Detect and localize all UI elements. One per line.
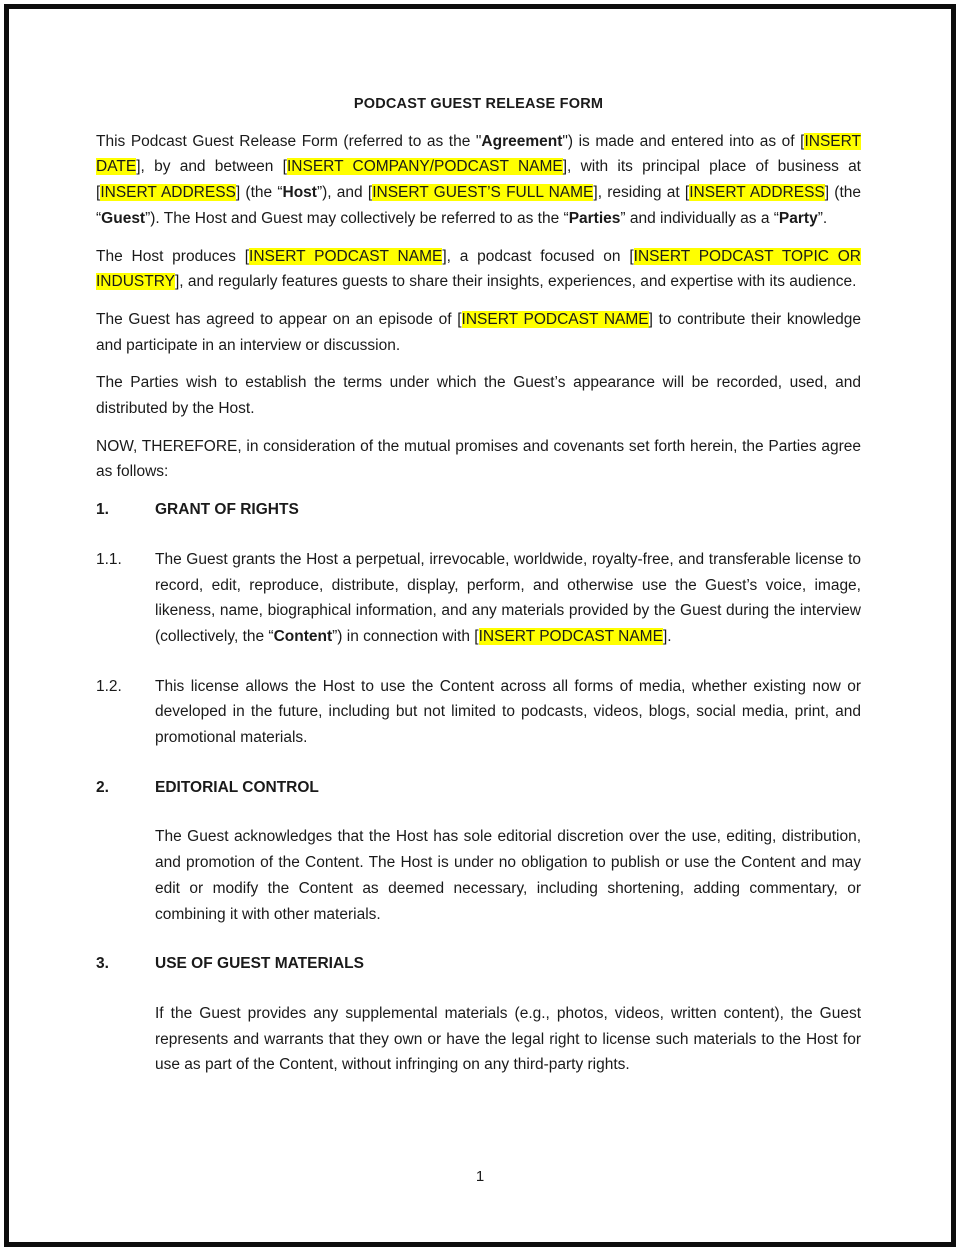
- defined-term: Host: [282, 184, 317, 202]
- text-segment: The Guest acknowledges that the Host has sole editorial discretion over the use, editing, distribution, and promotion of the Content. The Host is under no obligation to publish or use the Content and may edit or modify the Content as deemed necessary, including shortening, adding commentary, or combining it with other materials.: [155, 828, 861, 923]
- section-number: 3.: [96, 955, 109, 973]
- text-segment: ") is made and entered into as of [: [562, 132, 805, 150]
- clause-text: [155, 547, 861, 650]
- section-heading-text: EDITORIAL CONTROL: [155, 778, 319, 796]
- intro-paragraph-5: [96, 434, 861, 485]
- defined-term: Parties: [568, 209, 621, 227]
- text-segment: ], residing at [: [593, 184, 690, 202]
- text-segment: NOW, THEREFORE, in consideration of the mutual promises and covenants set forth herein, the Parties agree as follows:: [96, 437, 861, 481]
- section-heading-text: GRANT OF RIGHTS: [155, 501, 299, 519]
- defined-term: Agreement: [481, 132, 563, 150]
- defined-term: Guest: [101, 209, 146, 227]
- insert-placeholder-highlight: INSERT COMPANY/PODCAST NAME: [286, 158, 563, 176]
- section-heading-text: USE OF GUEST MATERIALS: [155, 955, 364, 973]
- text-segment: The Parties wish to establish the terms under which the Guest’s appearance will be recorded, used, and distributed by the Host.: [96, 374, 861, 418]
- clause-1-1: [96, 547, 861, 650]
- section-number: 2.: [96, 778, 109, 796]
- text-segment: ”). The Host and Guest may collectively be referred to as the “: [145, 209, 569, 227]
- intro-paragraph-3: [96, 307, 861, 358]
- text-segment: ], and regularly features guests to share their insights, experiences, and expertise with its audience.: [174, 273, 857, 291]
- insert-placeholder-highlight: INSERT PODCAST NAME: [249, 247, 443, 265]
- section-heading-3: [96, 951, 861, 977]
- intro-paragraph-2: [96, 244, 861, 295]
- text-segment: ], by and between [: [136, 158, 287, 176]
- text-segment: ] to contribute their knowledge and participate in an interview or discussion.: [96, 310, 861, 354]
- insert-placeholder-highlight: INSERT GUEST’S FULL NAME: [372, 184, 594, 202]
- text-segment: ] (the “: [235, 184, 283, 202]
- text-segment: The Guest grants the Host a perpetual, irrevocable, worldwide, royalty-free, and transferable license to record, edit, reproduce, distribute, display, perform, and otherwise use the Guest’s voice, image, likeness, name, biographical information, and any materials provided by the Guest during the interview (collectively, the “: [155, 550, 861, 645]
- text-segment: ], with its principal place of business at [: [96, 158, 861, 202]
- page-number: 1: [475, 1168, 485, 1185]
- clause-number: 1.1.: [96, 550, 122, 568]
- text-segment: ”.: [817, 209, 828, 227]
- text-segment: If the Guest provides any supplemental materials (e.g., photos, videos, written content), the Guest represents and warrants that they own or have the legal right to license such materials to the Host for use as part of the Content, without infringing on any third-party rights.: [155, 1004, 861, 1074]
- section-number: 1.: [96, 501, 109, 519]
- text-segment: This license allows the Host to use the Content across all forms of media, whether existing now or developed in the future, including but not limited to podcasts, videos, blogs, social media, print, and promotional materials.: [155, 677, 861, 747]
- text-segment: ” and individually as a “: [620, 209, 779, 227]
- insert-placeholder-highlight: INSERT ADDRESS: [689, 184, 825, 202]
- section-heading-2: [96, 775, 861, 801]
- clause-number: 1.2.: [96, 677, 122, 695]
- insert-placeholder-highlight: INSERT DATE: [96, 132, 861, 176]
- intro-paragraph-1: [96, 129, 861, 232]
- insert-placeholder-highlight: INSERT PODCAST NAME: [461, 310, 649, 328]
- text-segment: The Host produces [: [96, 247, 250, 265]
- text-segment: The Guest has agreed to appear on an episode of [: [96, 310, 462, 328]
- insert-placeholder-highlight: INSERT ADDRESS: [100, 184, 236, 202]
- insert-placeholder-highlight: INSERT PODCAST NAME: [478, 627, 663, 645]
- document-title: PODCAST GUEST RELEASE FORM: [353, 96, 604, 112]
- text-segment: This Podcast Guest Release Form (referred to as the ": [96, 132, 482, 150]
- section-2-paragraph: [155, 824, 861, 927]
- text-segment: ] (the “: [96, 184, 861, 227]
- text-segment: ”) in connection with [: [332, 627, 479, 645]
- text-segment: ].: [662, 627, 672, 645]
- section-3-paragraph: [155, 1001, 861, 1078]
- section-heading-1: [96, 497, 861, 523]
- defined-term: Content: [273, 627, 333, 645]
- intro-paragraph-4: [96, 370, 861, 421]
- clause-text: [155, 674, 861, 751]
- text-segment: ], a podcast focused on [: [442, 247, 634, 265]
- defined-term: Party: [778, 209, 818, 227]
- text-segment: ”), and [: [316, 184, 373, 202]
- clause-1-2: [96, 674, 861, 751]
- insert-placeholder-highlight: INSERT PODCAST TOPIC OR INDUSTRY: [96, 247, 861, 291]
